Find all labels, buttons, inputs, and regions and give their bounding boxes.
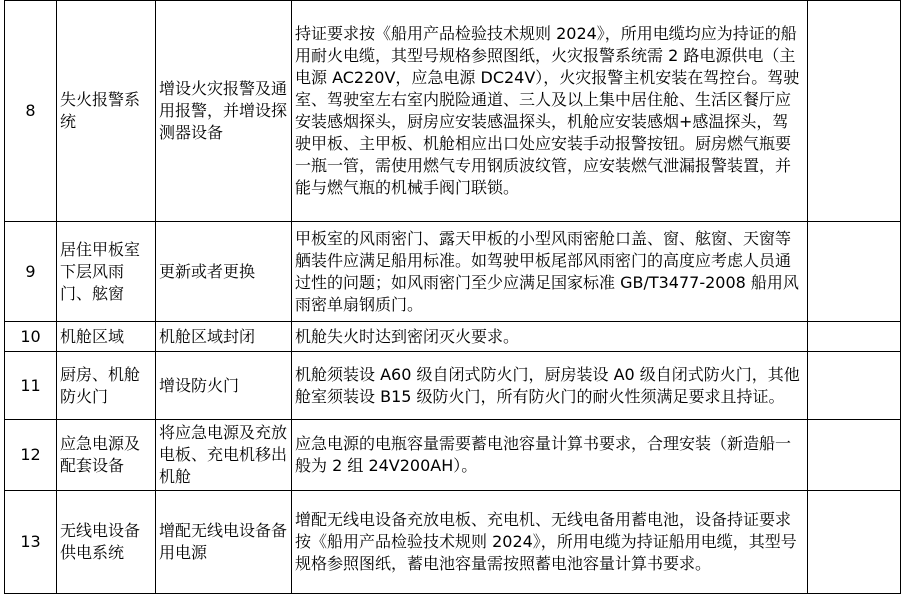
system-cell: 机舱区域 [57,322,156,352]
renovation-spec-table [4,0,901,594]
requirement-cell: 增配无线电设备充放电板、充电机、无线电备用蓄电池，设备持证要求按《船用产品检验技术规则 2024》，所用电缆为持证船用电缆，其型号规格参照图纸，蓄电池容量需按照蓄电池容量计算书要求。 [292,491,808,594]
row-number: 11 [5,352,57,420]
row-number: 10 [5,322,57,352]
remark-cell [808,222,901,322]
action-cell: 增设火灾报警及通用报警，并增设探测器设备 [156,1,292,222]
row-number: 12 [5,420,57,491]
remark-cell [808,491,901,594]
table-row [5,1,901,222]
action-cell: 机舱区域封闭 [156,322,292,352]
requirement-cell: 机舱失火时达到密闭灭火要求。 [292,322,808,352]
action-cell: 更新或者更换 [156,222,292,322]
table-row [5,491,901,594]
requirement-cell: 甲板室的风雨密门、露天甲板的小型风雨密舱口盖、窗、舷窗、天窗等舾装件应满足船用标准。如驾驶甲板尾部风雨密门的高度应考虑人员通过性的问题；如风雨密门至少应满足国家标准 GB/T3477-2008 船用风雨密单扇钢质门。 [292,222,808,322]
row-number: 8 [5,1,57,222]
table-row [5,222,901,322]
action-cell: 增配无线电设备备用电源 [156,491,292,594]
system-cell: 应急电源及配套设备 [57,420,156,491]
action-cell: 将应急电源及充放电板、充电机移出机舱 [156,420,292,491]
system-cell: 厨房、机舱防火门 [57,352,156,420]
requirement-cell: 应急电源的电瓶容量需要蓄电池容量计算书要求，合理安装（新造船一般为 2 组 24V200AH）。 [292,420,808,491]
requirement-cell: 持证要求按《船用产品检验技术规则 2024》，所用电缆均应为持证的船用耐火电缆，其型号规格参照图纸，火灾报警系统需 2 路电源供电（主电源 AC220V，应急电源 DC24V），火灾报警主机安装在驾控台。驾驶室、驾驶室左右室内脱险通道、三人及以上集中居住舱、生活区餐厅应安装感烟探头，厨房应安装感温探头，机舱应安装感烟+感温探头，驾驶甲板、主甲板、机舱相应出口处应安装手动报警按钮。厨房燃气瓶要一瓶一管，需使用燃气专用钢质波纹管，应安装燃气泄漏报警装置，并能与燃气瓶的机械手阀门联锁。 [292,1,808,222]
table-row [5,420,901,491]
requirement-cell: 机舱须装设 A60 级自闭式防火门，厨房装设 A0 级自闭式防火门，其他舱室须装设 B15 级防火门，所有防火门的耐火性须满足要求且持证。 [292,352,808,420]
system-cell: 无线电设备供电系统 [57,491,156,594]
row-number: 13 [5,491,57,594]
table-row [5,322,901,352]
row-number: 9 [5,222,57,322]
system-cell: 居住甲板室下层风雨门、舷窗 [57,222,156,322]
remark-cell [808,352,901,420]
remark-cell [808,420,901,491]
remark-cell [808,322,901,352]
table-row [5,352,901,420]
action-cell: 增设防火门 [156,352,292,420]
system-cell: 失火报警系统 [57,1,156,222]
remark-cell [808,1,901,222]
